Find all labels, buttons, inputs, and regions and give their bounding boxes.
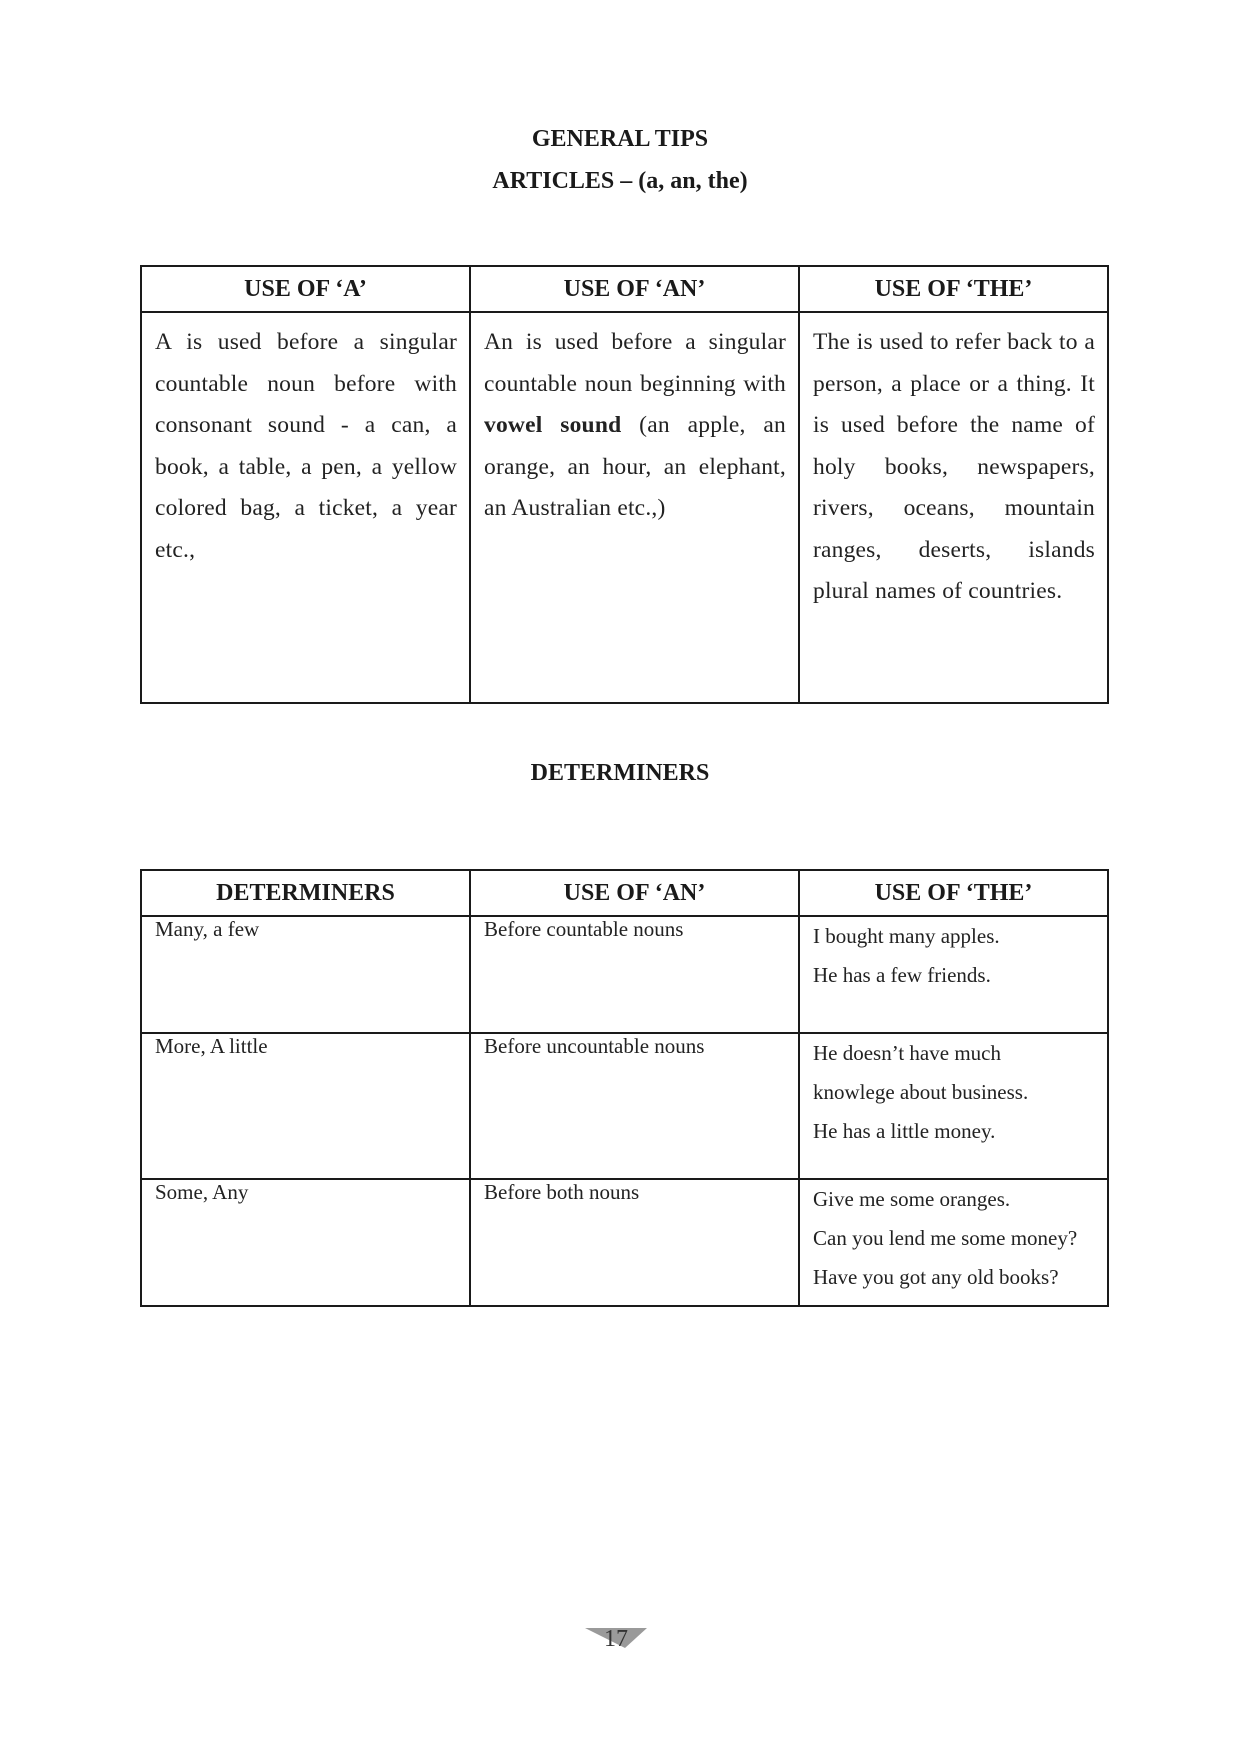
cell-use: Before uncountable nouns	[470, 1033, 799, 1179]
example-line: Have you got any old books?	[813, 1265, 1059, 1289]
cell-examples	[799, 1179, 1108, 1306]
table-row	[141, 312, 1108, 703]
cell-use-of-the: The is used to refer back to a person, a place or a thing. It is used before the name of holy books, newspapers, rivers, oceans, mountain ranges, deserts, islands plural names of countries.	[799, 312, 1108, 703]
cell-use: Before both nouns	[470, 1179, 799, 1306]
page-number-text: 17	[604, 1626, 628, 1652]
cell-determiner: Many, a few	[141, 916, 470, 1033]
header-use-of-the: USE OF ‘THE’	[799, 266, 1108, 312]
articles-table	[140, 265, 1109, 704]
cell-text: (an apple, an orange, an hour, an elephant, an Australian etc.,)	[484, 412, 786, 521]
cell-examples	[799, 1033, 1108, 1179]
table-row	[141, 916, 1108, 1033]
section-heading-determiners: DETERMINERS	[530, 760, 710, 786]
example-line: Give me some oranges.	[813, 1187, 1011, 1211]
example-line: He has a few friends.	[813, 963, 991, 987]
table-header-row	[141, 266, 1108, 312]
table-row	[141, 1179, 1108, 1306]
header-use-of-an: USE OF ‘AN’	[470, 266, 799, 312]
example-line: Can you lend me some money?	[813, 1226, 1078, 1250]
emphasis-vowel-sound: vowel sound	[484, 412, 622, 438]
page-number	[585, 1620, 655, 1660]
page-subtitle: ARTICLES – (a, an, the)	[492, 168, 748, 194]
header-determiners: DETERMINERS	[141, 870, 470, 916]
determiners-table	[140, 869, 1109, 1307]
cell-text: An is used before a singular countable noun beginning with	[484, 329, 786, 397]
cell-determiner: More, A little	[141, 1033, 470, 1179]
header-use-of-an: USE OF ‘AN’	[470, 870, 799, 916]
table-header-row	[141, 870, 1108, 916]
cell-use-of-an	[470, 312, 799, 703]
example-line: He has a little money.	[813, 1119, 996, 1143]
cell-use-of-a: A is used before a singular countable noun before with consonant sound - a can, a book, a table, a pen, a yellow colored bag, a ticket, a year etc.,	[141, 312, 470, 703]
cell-use: Before countable nouns	[470, 916, 799, 1033]
example-line: knowlege about business.	[813, 1080, 1029, 1104]
cell-examples	[799, 916, 1108, 1033]
header-use-of-the: USE OF ‘THE’	[799, 870, 1108, 916]
cell-determiner: Some, Any	[141, 1179, 470, 1306]
page-title: GENERAL TIPS	[531, 126, 709, 152]
example-line: He doesn’t have much	[813, 1041, 1001, 1065]
table-row	[141, 1033, 1108, 1179]
header-use-of-a: USE OF ‘A’	[141, 266, 470, 312]
example-line: I bought many apples.	[813, 924, 1000, 948]
